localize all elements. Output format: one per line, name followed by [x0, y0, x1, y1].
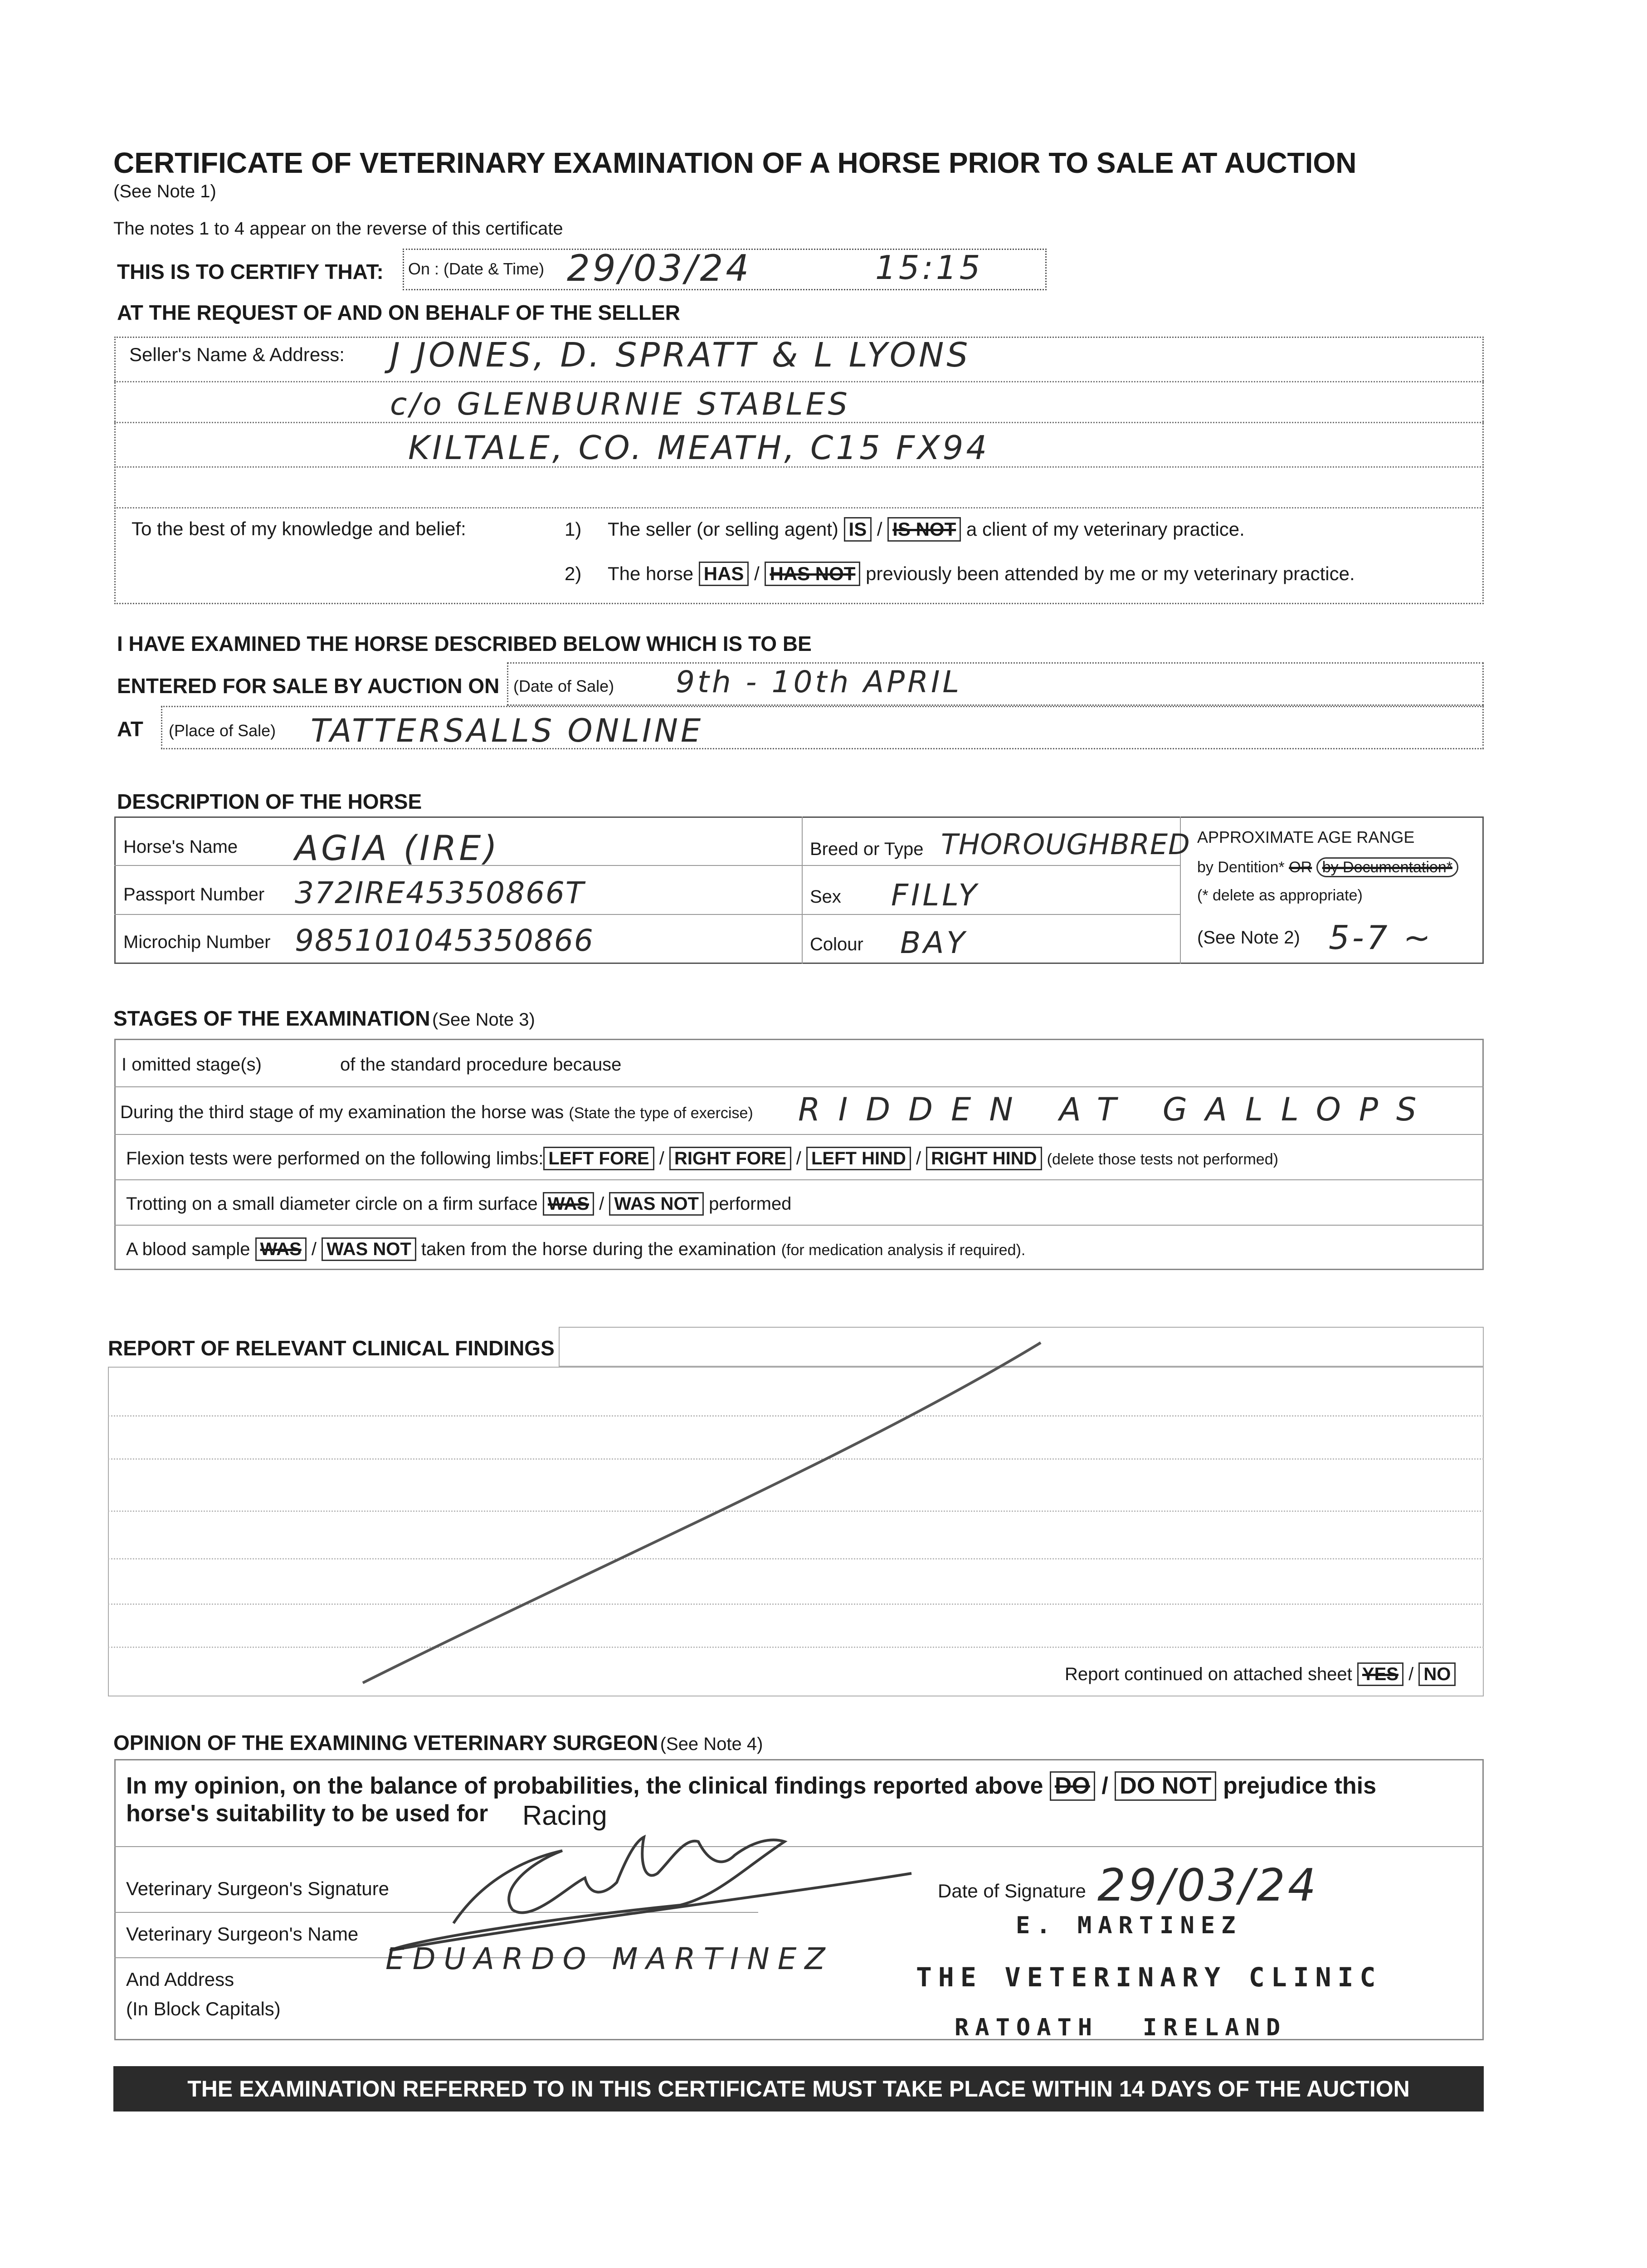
date-time-label: On : (Date & Time) [408, 259, 545, 278]
exam-date: 29/03/24 [567, 247, 752, 289]
certify-label: THIS IS TO CERTIFY THAT: [117, 260, 384, 284]
limb-left-fore[interactable]: LEFT FORE [543, 1147, 654, 1170]
age-options: by Dentition* OR by Documentation* [1197, 859, 1458, 876]
sale-place-label: (Place of Sale) [169, 721, 276, 740]
opinion-heading: OPINION OF THE EXAMINING VETERINARY SURGEON (See Note 4) [113, 1731, 763, 1755]
continued-no-box[interactable]: NO [1418, 1662, 1456, 1686]
continued-yes-box[interactable]: YES [1357, 1662, 1403, 1686]
signature-label: Veterinary Surgeon's Signature [126, 1878, 390, 1899]
limb-right-fore[interactable]: RIGHT FORE [669, 1147, 791, 1170]
opinion-do-not-box[interactable]: DO NOT [1115, 1771, 1216, 1801]
date-of-signature-label: Date of Signature [938, 1880, 1086, 1901]
opinion-do-box[interactable]: DO [1050, 1771, 1095, 1801]
knowledge-label: To the best of my knowledge and belief: [132, 518, 466, 539]
age-by-documentation[interactable]: by Documentation* [1316, 857, 1458, 877]
seller-line-2: c/o GLENBURNIE STABLES [390, 386, 850, 422]
limb-left-hind[interactable]: LEFT HIND [806, 1147, 911, 1170]
omitted-text-a: I omitted stage(s) [122, 1055, 262, 1075]
seller-line-3: KILTALE, CO. MEATH, C15 FX94 [408, 429, 990, 467]
blood-was-not-box[interactable]: WAS NOT [322, 1237, 416, 1261]
age-delete-note: (* delete as appropriate) [1197, 887, 1363, 904]
seller-is-box[interactable]: IS [844, 517, 872, 542]
knowledge-item-2: 2) The horse HAS / HAS NOT previously been attended by me or my veterinary practice. [565, 562, 1355, 586]
trot-was-not-box[interactable]: WAS NOT [609, 1192, 704, 1216]
microchip-label: Microchip Number [123, 932, 271, 952]
stamp-location-1: RATOATH [955, 2014, 1099, 2041]
sale-date-label: (Date of Sale) [513, 677, 614, 695]
address-label: And Address [126, 1969, 234, 1990]
horse-has-box[interactable]: HAS [699, 562, 749, 586]
examined-line-2: ENTERED FOR SALE BY AUCTION ON [117, 674, 500, 698]
omitted-text-b: of the standard procedure because [340, 1055, 622, 1075]
knowledge-item-1: 1) The seller (or selling agent) IS / IS NOT a client of my veterinary practice. [565, 517, 1245, 542]
limb-right-hind[interactable]: RIGHT HIND [926, 1147, 1042, 1170]
footer-banner [113, 2066, 1484, 2112]
flexion-row: Flexion tests were performed on the following limbs: LEFT FORE / RIGHT FORE / LEFT HIND / RIGHT HIND (delete those tests not performed) [126, 1147, 1278, 1170]
sale-date-value: 9th - 10th APRIL [676, 665, 962, 699]
see-note-1: (See Note 1) [113, 181, 216, 201]
stamp-vet-name: E. MARTINEZ [1016, 1912, 1242, 1939]
breed-value: THOROUGHBRED [941, 828, 1190, 861]
third-stage: During the third stage of my examination the horse was (State the type of exercise) [120, 1102, 753, 1122]
block-capitals-label: (In Block Capitals) [126, 1998, 281, 2019]
seller-label: Seller's Name & Address: [129, 344, 345, 365]
horse-has-not-box[interactable]: HAS NOT [765, 562, 860, 586]
stamp-clinic: THE VETERINARY CLINIC [916, 1962, 1382, 1993]
examined-line-1: I HAVE EXAMINED THE HORSE DESCRIBED BELOW WHICH IS TO BE [117, 632, 812, 655]
stamp-location-2: IRELAND [1143, 2014, 1287, 2041]
sale-place-value: TATTERSALLS ONLINE [311, 712, 704, 749]
opinion-text-line-1: In my opinion, on the balance of probabilities, the clinical findings reported above DO / DO NOT prejudice this [126, 1771, 1376, 1801]
report-continued: Report continued on attached sheet YES / NO [1065, 1662, 1456, 1686]
horse-name-value: AGIA (IRE) [295, 828, 500, 868]
vet-name-label: Veterinary Surgeon's Name [126, 1923, 359, 1945]
trot-was-box[interactable]: WAS [543, 1192, 594, 1216]
age-value: 5-7 ~ [1329, 919, 1433, 957]
handwritten-vet-name: EDUARDO MARTINEZ [385, 1941, 833, 1976]
blood-was-box[interactable]: WAS [255, 1237, 307, 1261]
breed-label: Breed or Type [810, 839, 924, 859]
opinion-text-line-2: horse's suitability to be used for [126, 1800, 488, 1827]
blood-row: A blood sample WAS / WAS NOT taken from the horse during the examination (for medication analysis if required). [126, 1237, 1025, 1261]
passport-label: Passport Number [123, 885, 265, 904]
sex-value: FILLY [891, 878, 979, 913]
request-label: AT THE REQUEST OF AND ON BEHALF OF THE SELLER [117, 301, 680, 324]
notes-text: The notes 1 to 4 appear on the reverse of this certificate [113, 219, 563, 239]
opinion-use-value: Racing [522, 1800, 607, 1831]
description-heading: DESCRIPTION OF THE HORSE [117, 790, 422, 813]
footer-text: THE EXAMINATION REFERRED TO IN THIS CERTIFICATE MUST TAKE PLACE WITHIN 14 DAYS OF THE AUCTION [187, 2076, 1410, 2102]
colour-value: BAY [900, 925, 968, 960]
certificate-title: CERTIFICATE OF VETERINARY EXAMINATION OF A HORSE PRIOR TO SALE AT AUCTION [113, 147, 1357, 179]
third-stage-value: RIDDEN AT GALLOPS [798, 1091, 1435, 1128]
passport-value: 372IRE45350866T [295, 875, 585, 910]
horse-name-label: Horse's Name [123, 837, 238, 857]
colour-label: Colour [810, 934, 863, 954]
report-heading: REPORT OF RELEVANT CLINICAL FINDINGS [108, 1336, 555, 1360]
microchip-value: 985101045350866 [295, 923, 594, 958]
seller-is-not-box[interactable]: IS NOT [887, 517, 961, 542]
trotting-row: Trotting on a small diameter circle on a firm surface WAS / WAS NOT performed [126, 1192, 791, 1216]
date-of-signature-value: 29/03/24 [1097, 1860, 1319, 1911]
exam-time: 15:15 [875, 249, 983, 287]
age-see-note: (See Note 2) [1197, 928, 1300, 948]
seller-line-1: J JONES, D. SPRATT & L LYONS [390, 336, 971, 375]
stages-heading: STAGES OF THE EXAMINATION (See Note 3) [113, 1007, 535, 1030]
sex-label: Sex [810, 887, 841, 907]
age-heading: APPROXIMATE AGE RANGE [1197, 828, 1415, 846]
at-label: AT [117, 717, 143, 741]
